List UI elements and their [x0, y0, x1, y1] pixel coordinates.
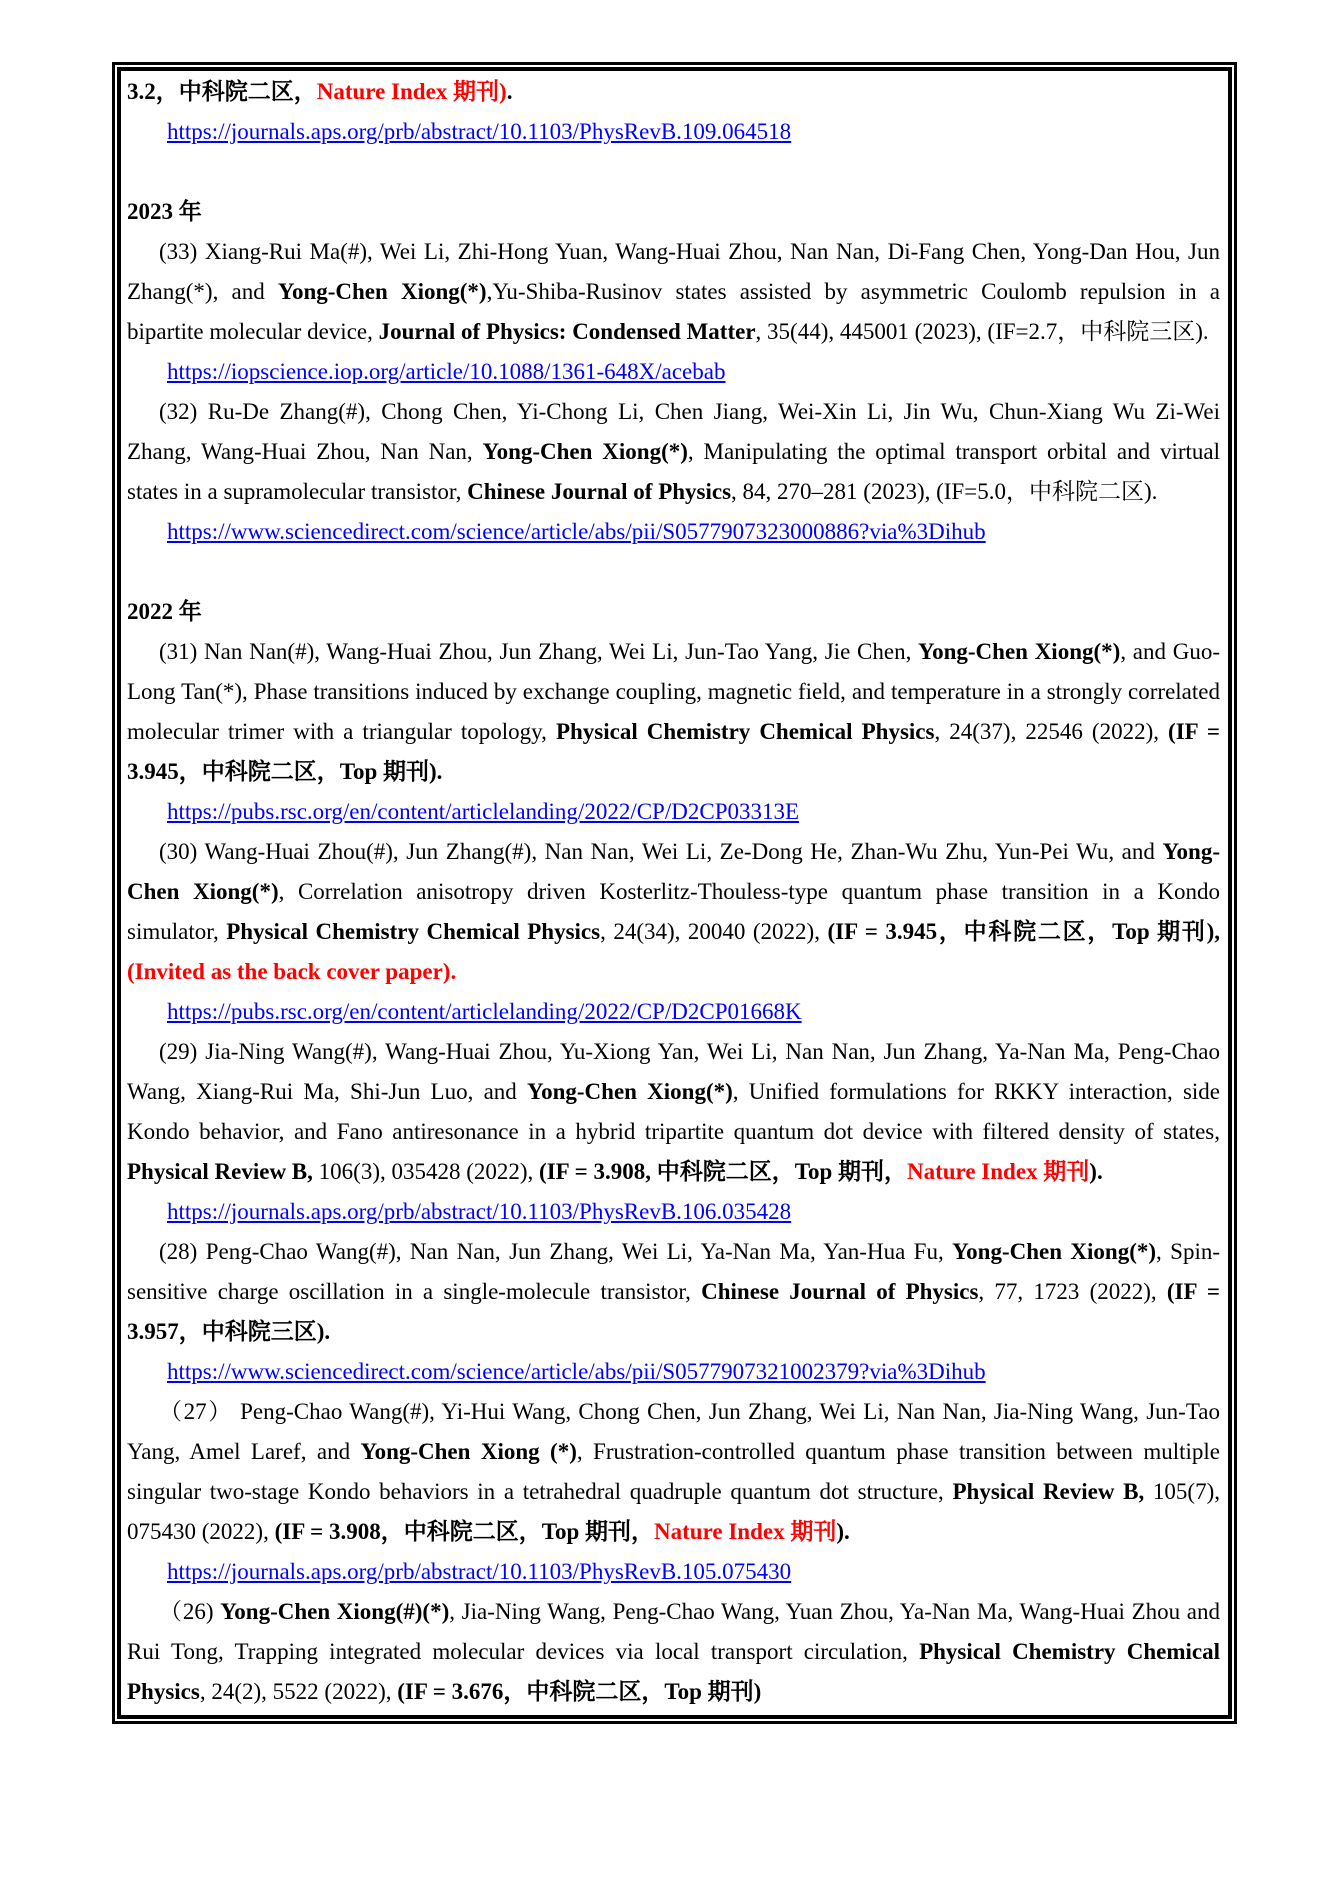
link-cjp-s0577907323000886: [127, 512, 1220, 552]
publication-30: [127, 832, 1220, 992]
body-text: , 24(34), 20040 (2022),: [600, 919, 828, 944]
bold-text: Yong-Chen Xiong(*): [482, 439, 688, 464]
link-physrevb-109-064518: [127, 112, 1220, 152]
bold-text: (IF = 3.908，中科院二区，Top 期刊，: [274, 1519, 655, 1544]
body-text: 106(3), 035428 (2022),: [312, 1159, 540, 1184]
link-physrevb-105-075430-anchor[interactable]: https://journals.aps.org/prb/abstract/10.1103/PhysRevB.105.075430: [167, 1559, 792, 1584]
bold-text: Yong-Chen Xiong (*): [360, 1439, 577, 1464]
year-heading-2023: 2023 年: [127, 199, 202, 224]
carryover-fragment: [127, 72, 1220, 112]
link-jpcm-acebab: [127, 352, 1220, 392]
link-pccp-d2cp03313e: [127, 792, 1220, 832]
body-text: , Jia-Ning Wang, Peng-Chao Wang, Yuan Zhou, Ya-Nan Ma, Wang-Huai Zhou and Rui Tong, Trapping integrated molecular devices via local transport circulation,: [127, 1599, 1220, 1664]
link-pccp-d2cp03313e-anchor[interactable]: https://pubs.rsc.org/en/content/articlelanding/2022/CP/D2CP03313E: [167, 799, 800, 824]
link-physrevb-106-035428: [127, 1192, 1220, 1232]
publication-29: [127, 1032, 1220, 1192]
body-text: (32) Ru-De Zhang(#), Chong Chen, Yi-Chong Li, Chen Jiang, Wei-Xin Li, Jin Wu, Chun-Xiang Wu Zi-Wei Zhang, Wang-Huai Zhou, Nan Nan,: [127, 399, 1220, 464]
bold-text: (IF = 3.957，中科院三区).: [127, 1279, 1220, 1344]
bold-text: Physical Review B,: [952, 1479, 1145, 1504]
bold-text: Yong-Chen Xiong(*): [952, 1239, 1157, 1264]
bold-text: Yong-Chen Xiong(*): [277, 279, 487, 304]
link-jpcm-acebab-anchor[interactable]: https://iopscience.iop.org/article/10.1088/1361-648X/acebab: [167, 359, 726, 384]
bold-text: (IF = 3.676，中科院二区，Top 期刊): [397, 1679, 762, 1704]
body-text: , 35(44), 445001 (2023), (IF=2.7，中科院三区).: [755, 319, 1209, 344]
bold-text: (IF = 3.908, 中科院二区，Top 期刊，: [539, 1159, 907, 1184]
body-text: （26): [159, 1599, 221, 1624]
link-cjp-s0577907323000886-anchor[interactable]: https://www.sciencedirect.com/science/article/abs/pii/S0577907323000886?via%3Dihub: [167, 519, 986, 544]
body-text: (33) Xiang-Rui Ma(#), Wei Li, Zhi-Hong Yuan, Wang-Huai Zhou, Nan Nan, Di-Fang Chen, Yong-Dan Hou, Jun Zhang(*), and: [127, 239, 1220, 304]
link-pccp-d2cp01668k: [127, 992, 1220, 1032]
body-text: , 24(2), 5522 (2022),: [199, 1679, 398, 1704]
body-text: ,Yu-Shiba-Rusinov states assisted by asymmetric Coulomb repulsion in a bipartite molecular device,: [127, 279, 1220, 344]
bold-text: Yong-Chen Xiong(*): [918, 639, 1121, 664]
bold-text: (IF = 3.945，中科院二区，Top 期刊).: [127, 719, 1221, 784]
body-text: (29) Jia-Ning Wang(#), Wang-Huai Zhou, Yu-Xiong Yan, Wei Li, Nan Nan, Jun Zhang, Ya-Nan Ma, Peng-Chao Wang, Xiang-Rui Ma, Shi-Jun Luo, and: [127, 1039, 1220, 1104]
bold-text: (IF = 3.945，中科院二区，Top 期刊),: [827, 919, 1221, 944]
highlighted-text: Nature Index 期刊): [316, 79, 507, 104]
body-text: , Manipulating the optimal transport orbital and virtual states in a supramolecular transistor,: [127, 439, 1220, 504]
document-border: [112, 62, 1237, 1724]
body-text: , Spin-sensitive charge oscillation in a single-molecule transistor,: [127, 1239, 1221, 1304]
publication-31: [127, 632, 1220, 792]
publication-32: [127, 392, 1220, 512]
body-text: , Frustration-controlled quantum phase transition between multiple singular two-stage Kondo behaviors in a tetrahedral quadruple quantum dot structure,: [127, 1439, 1220, 1504]
year-heading-2022: 2022 年: [127, 599, 202, 624]
body-text: 105(7), 075430 (2022),: [127, 1479, 1220, 1544]
body-text: , Correlation anisotropy driven Kosterlitz-Thouless-type quantum phase transition in a Kondo simulator,: [127, 879, 1220, 944]
bold-text: 3.2，中科院二区，: [127, 79, 317, 104]
link-pccp-d2cp01668k-anchor[interactable]: https://pubs.rsc.org/en/content/articlelanding/2022/CP/D2CP01668K: [167, 999, 802, 1024]
publication-27: [127, 1392, 1220, 1552]
bold-text: Physical Review B,: [127, 1159, 313, 1184]
body-text: (28) Peng-Chao Wang(#), Nan Nan, Jun Zhang, Wei Li, Ya-Nan Ma, Yan-Hua Fu,: [159, 1239, 953, 1264]
bold-text: ).: [836, 1519, 850, 1544]
bold-text: Chinese Journal of Physics: [701, 1279, 979, 1304]
body-text: , and Guo-Long Tan(*), Phase transitions induced by exchange coupling, magnetic field, and temperature in a strongly correlated molecular trimer with a triangular topology,: [127, 639, 1220, 744]
bold-text: Physical Chemistry Chemical Physics: [127, 1639, 1221, 1704]
body-text: （27） Peng-Chao Wang(#), Yi-Hui Wang, Chong Chen, Jun Zhang, Wei Li, Nan Nan, Jia-Ning Wang, Jun-Tao Yang, Amel Laref, and: [127, 1399, 1220, 1464]
body-text: , Unified formulations for RKKY interaction, side Kondo behavior, and Fano antiresonance in a hybrid tripartite quantum dot device with filtered density of states,: [127, 1079, 1221, 1144]
link-cjp-s0577907321002379: [127, 1352, 1220, 1392]
highlighted-text: (Invited as the back cover paper).: [127, 959, 457, 984]
bold-text: Journal of Physics: Condensed Matter: [378, 319, 756, 344]
publication-26: [127, 1592, 1220, 1712]
link-physrevb-106-035428-anchor[interactable]: https://journals.aps.org/prb/abstract/10.1103/PhysRevB.106.035428: [167, 1199, 792, 1224]
body-text: , 77, 1723 (2022),: [978, 1279, 1167, 1304]
bold-text: Yong-Chen Xiong(#)(*): [220, 1599, 450, 1624]
bold-text: Physical Chemistry Chemical Physics: [226, 919, 601, 944]
highlighted-text: Nature Index 期刊: [654, 1519, 837, 1544]
body-text: , 84, 270–281 (2023), (IF=5.0，中科院二区).: [731, 479, 1158, 504]
body-text: (31) Nan Nan(#), Wang-Huai Zhou, Jun Zhang, Wei Li, Jun-Tao Yang, Jie Chen,: [159, 639, 919, 664]
bold-text: Yong-Chen Xiong(*): [527, 1079, 733, 1104]
bold-text: .: [506, 79, 513, 104]
body-text: , 24(37), 22546 (2022),: [934, 719, 1169, 744]
body-text: (30) Wang-Huai Zhou(#), Jun Zhang(#), Nan Nan, Wei Li, Ze-Dong He, Zhan-Wu Zhu, Yun-Pei Wu, and: [159, 839, 1163, 864]
bold-text: ).: [1089, 1159, 1103, 1184]
link-physrevb-105-075430: [127, 1552, 1220, 1592]
link-physrevb-109-064518-anchor[interactable]: https://journals.aps.org/prb/abstract/10.1103/PhysRevB.109.064518: [167, 119, 792, 144]
link-cjp-s0577907321002379-anchor[interactable]: https://www.sciencedirect.com/science/article/abs/pii/S0577907321002379?via%3Dihub: [167, 1359, 986, 1384]
publication-28: [127, 1232, 1220, 1352]
document-content: [117, 67, 1232, 1719]
highlighted-text: Nature Index 期刊: [906, 1159, 1090, 1184]
publication-33: [127, 232, 1220, 352]
bold-text: Yong-Chen Xiong(*): [127, 839, 1220, 904]
bold-text: Chinese Journal of Physics: [467, 479, 732, 504]
bold-text: Physical Chemistry Chemical Physics: [555, 719, 935, 744]
